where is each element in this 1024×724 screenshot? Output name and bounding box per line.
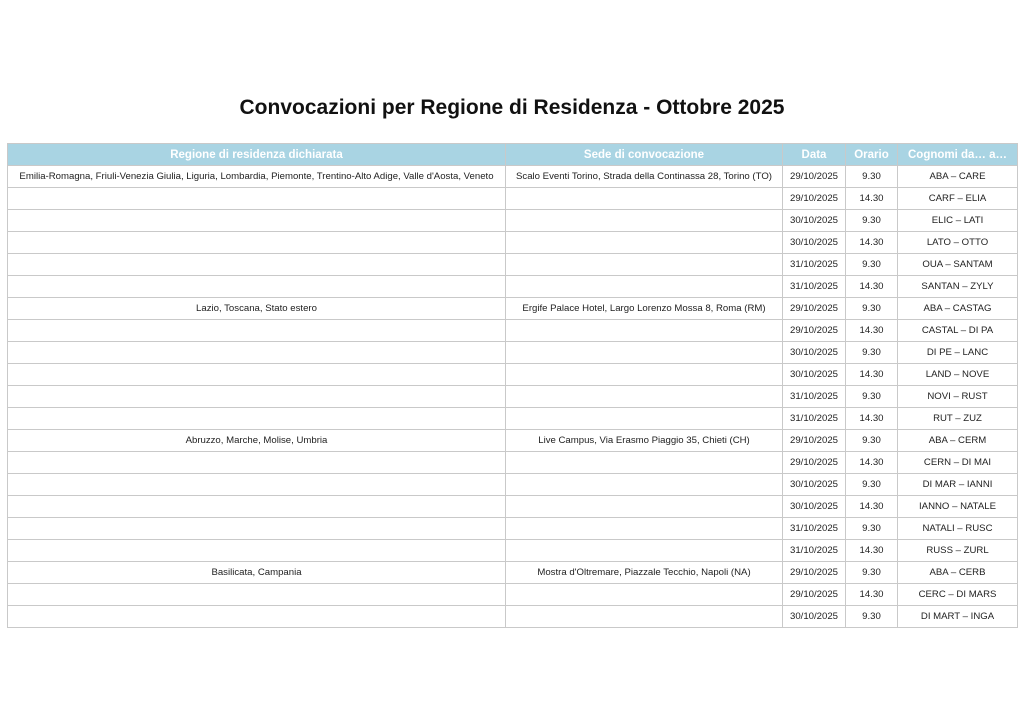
cell-date: 29/10/2025 — [783, 320, 846, 342]
table-row — [8, 430, 1018, 452]
cell-date: 29/10/2025 — [783, 166, 846, 188]
cell-region — [8, 254, 506, 276]
cell-date: 29/10/2025 — [783, 188, 846, 210]
table-row — [8, 408, 1018, 430]
cell-region — [8, 408, 506, 430]
cell-region — [8, 276, 506, 298]
cell-surnames: ABA – CASTAG — [898, 298, 1018, 320]
header-region: Regione di residenza dichiarata — [8, 144, 506, 166]
cell-venue — [506, 276, 783, 298]
cell-venue: Live Campus, Via Erasmo Piaggio 35, Chieti (CH) — [506, 430, 783, 452]
cell-venue — [506, 232, 783, 254]
cell-surnames: DI MAR – IANNI — [898, 474, 1018, 496]
cell-date: 30/10/2025 — [783, 232, 846, 254]
cell-surnames: RUSS – ZURL — [898, 540, 1018, 562]
cell-date: 31/10/2025 — [783, 386, 846, 408]
cell-region — [8, 232, 506, 254]
cell-region: Emilia-Romagna, Friuli-Venezia Giulia, Liguria, Lombardia, Piemonte, Trentino-Alto Adige, Valle d'Aosta, Veneto — [8, 166, 506, 188]
cell-date: 30/10/2025 — [783, 474, 846, 496]
cell-time: 14.30 — [846, 276, 898, 298]
cell-venue — [506, 540, 783, 562]
cell-time: 14.30 — [846, 584, 898, 606]
cell-region — [8, 364, 506, 386]
cell-surnames: CASTAL – DI PA — [898, 320, 1018, 342]
cell-time: 9.30 — [846, 254, 898, 276]
cell-date: 30/10/2025 — [783, 342, 846, 364]
cell-surnames: RUT – ZUZ — [898, 408, 1018, 430]
cell-region — [8, 188, 506, 210]
cell-time: 9.30 — [846, 166, 898, 188]
table-row — [8, 342, 1018, 364]
table-row — [8, 606, 1018, 628]
cell-venue: Ergife Palace Hotel, Largo Lorenzo Mossa 8, Roma (RM) — [506, 298, 783, 320]
cell-date: 30/10/2025 — [783, 364, 846, 386]
cell-date: 29/10/2025 — [783, 298, 846, 320]
cell-time: 14.30 — [846, 452, 898, 474]
cell-region — [8, 386, 506, 408]
table-row — [8, 584, 1018, 606]
cell-date: 30/10/2025 — [783, 210, 846, 232]
cell-time: 9.30 — [846, 430, 898, 452]
cell-time: 9.30 — [846, 562, 898, 584]
cell-date: 29/10/2025 — [783, 430, 846, 452]
cell-surnames: CARF – ELIA — [898, 188, 1018, 210]
header-date: Data — [783, 144, 846, 166]
convocation-table — [7, 143, 1018, 628]
table-row — [8, 562, 1018, 584]
cell-date: 31/10/2025 — [783, 276, 846, 298]
cell-venue — [506, 606, 783, 628]
cell-region — [8, 540, 506, 562]
cell-time: 14.30 — [846, 188, 898, 210]
cell-date: 31/10/2025 — [783, 540, 846, 562]
cell-surnames: ABA – CERM — [898, 430, 1018, 452]
header-time: Orario — [846, 144, 898, 166]
cell-region — [8, 474, 506, 496]
table-row — [8, 364, 1018, 386]
cell-date: 30/10/2025 — [783, 496, 846, 518]
cell-region: Basilicata, Campania — [8, 562, 506, 584]
cell-time: 14.30 — [846, 496, 898, 518]
cell-venue — [506, 474, 783, 496]
cell-date: 30/10/2025 — [783, 606, 846, 628]
cell-time: 9.30 — [846, 518, 898, 540]
cell-region — [8, 342, 506, 364]
cell-venue — [506, 320, 783, 342]
cell-time: 9.30 — [846, 474, 898, 496]
cell-time: 14.30 — [846, 320, 898, 342]
table-row — [8, 166, 1018, 188]
cell-time: 9.30 — [846, 210, 898, 232]
cell-region: Abruzzo, Marche, Molise, Umbria — [8, 430, 506, 452]
cell-time: 14.30 — [846, 408, 898, 430]
header-surnames: Cognomi da… a… — [898, 144, 1018, 166]
cell-venue — [506, 254, 783, 276]
table-header-row — [8, 144, 1018, 166]
cell-region — [8, 320, 506, 342]
header-venue: Sede di convocazione — [506, 144, 783, 166]
table-row — [8, 188, 1018, 210]
cell-region — [8, 584, 506, 606]
cell-date: 29/10/2025 — [783, 452, 846, 474]
cell-venue — [506, 584, 783, 606]
cell-surnames: SANTAN – ZYLY — [898, 276, 1018, 298]
cell-region — [8, 606, 506, 628]
cell-time: 9.30 — [846, 606, 898, 628]
table-row — [8, 320, 1018, 342]
cell-venue — [506, 518, 783, 540]
cell-surnames: ABA – CARE — [898, 166, 1018, 188]
cell-venue — [506, 452, 783, 474]
cell-surnames: CERN – DI MAI — [898, 452, 1018, 474]
cell-region — [8, 496, 506, 518]
cell-date: 31/10/2025 — [783, 518, 846, 540]
table-row — [8, 298, 1018, 320]
cell-date: 29/10/2025 — [783, 584, 846, 606]
cell-surnames: LAND – NOVE — [898, 364, 1018, 386]
table-row — [8, 496, 1018, 518]
table-body — [8, 166, 1018, 628]
cell-venue: Scalo Eventi Torino, Strada della Continassa 28, Torino (TO) — [506, 166, 783, 188]
page-title: Convocazioni per Regione di Residenza - Ottobre 2025 — [239, 96, 785, 119]
cell-venue — [506, 496, 783, 518]
table-row — [8, 386, 1018, 408]
cell-time: 14.30 — [846, 540, 898, 562]
cell-surnames: CERC – DI MARS — [898, 584, 1018, 606]
cell-surnames: DI PE – LANC — [898, 342, 1018, 364]
table-row — [8, 474, 1018, 496]
cell-surnames: OUA – SANTAM — [898, 254, 1018, 276]
cell-surnames: ABA – CERB — [898, 562, 1018, 584]
table-row — [8, 276, 1018, 298]
cell-time: 14.30 — [846, 232, 898, 254]
table-row — [8, 254, 1018, 276]
cell-surnames: DI MART – INGA — [898, 606, 1018, 628]
table-row — [8, 210, 1018, 232]
cell-surnames: LATO – OTTO — [898, 232, 1018, 254]
cell-venue — [506, 210, 783, 232]
cell-venue — [506, 188, 783, 210]
cell-date: 31/10/2025 — [783, 408, 846, 430]
cell-surnames: ELIC – LATI — [898, 210, 1018, 232]
cell-venue — [506, 342, 783, 364]
cell-time: 9.30 — [846, 342, 898, 364]
cell-time: 14.30 — [846, 364, 898, 386]
cell-time: 9.30 — [846, 298, 898, 320]
cell-date: 31/10/2025 — [783, 254, 846, 276]
cell-venue: Mostra d'Oltremare, Piazzale Tecchio, Napoli (NA) — [506, 562, 783, 584]
cell-venue — [506, 364, 783, 386]
cell-surnames: NATALI – RUSC — [898, 518, 1018, 540]
cell-date: 29/10/2025 — [783, 562, 846, 584]
table-row — [8, 540, 1018, 562]
cell-region — [8, 518, 506, 540]
table-row — [8, 232, 1018, 254]
cell-region — [8, 210, 506, 232]
cell-venue — [506, 386, 783, 408]
cell-region: Lazio, Toscana, Stato estero — [8, 298, 506, 320]
table-row — [8, 518, 1018, 540]
cell-time: 9.30 — [846, 386, 898, 408]
cell-surnames: NOVI – RUST — [898, 386, 1018, 408]
cell-region — [8, 452, 506, 474]
cell-surnames: IANNO – NATALE — [898, 496, 1018, 518]
table-row — [8, 452, 1018, 474]
cell-venue — [506, 408, 783, 430]
